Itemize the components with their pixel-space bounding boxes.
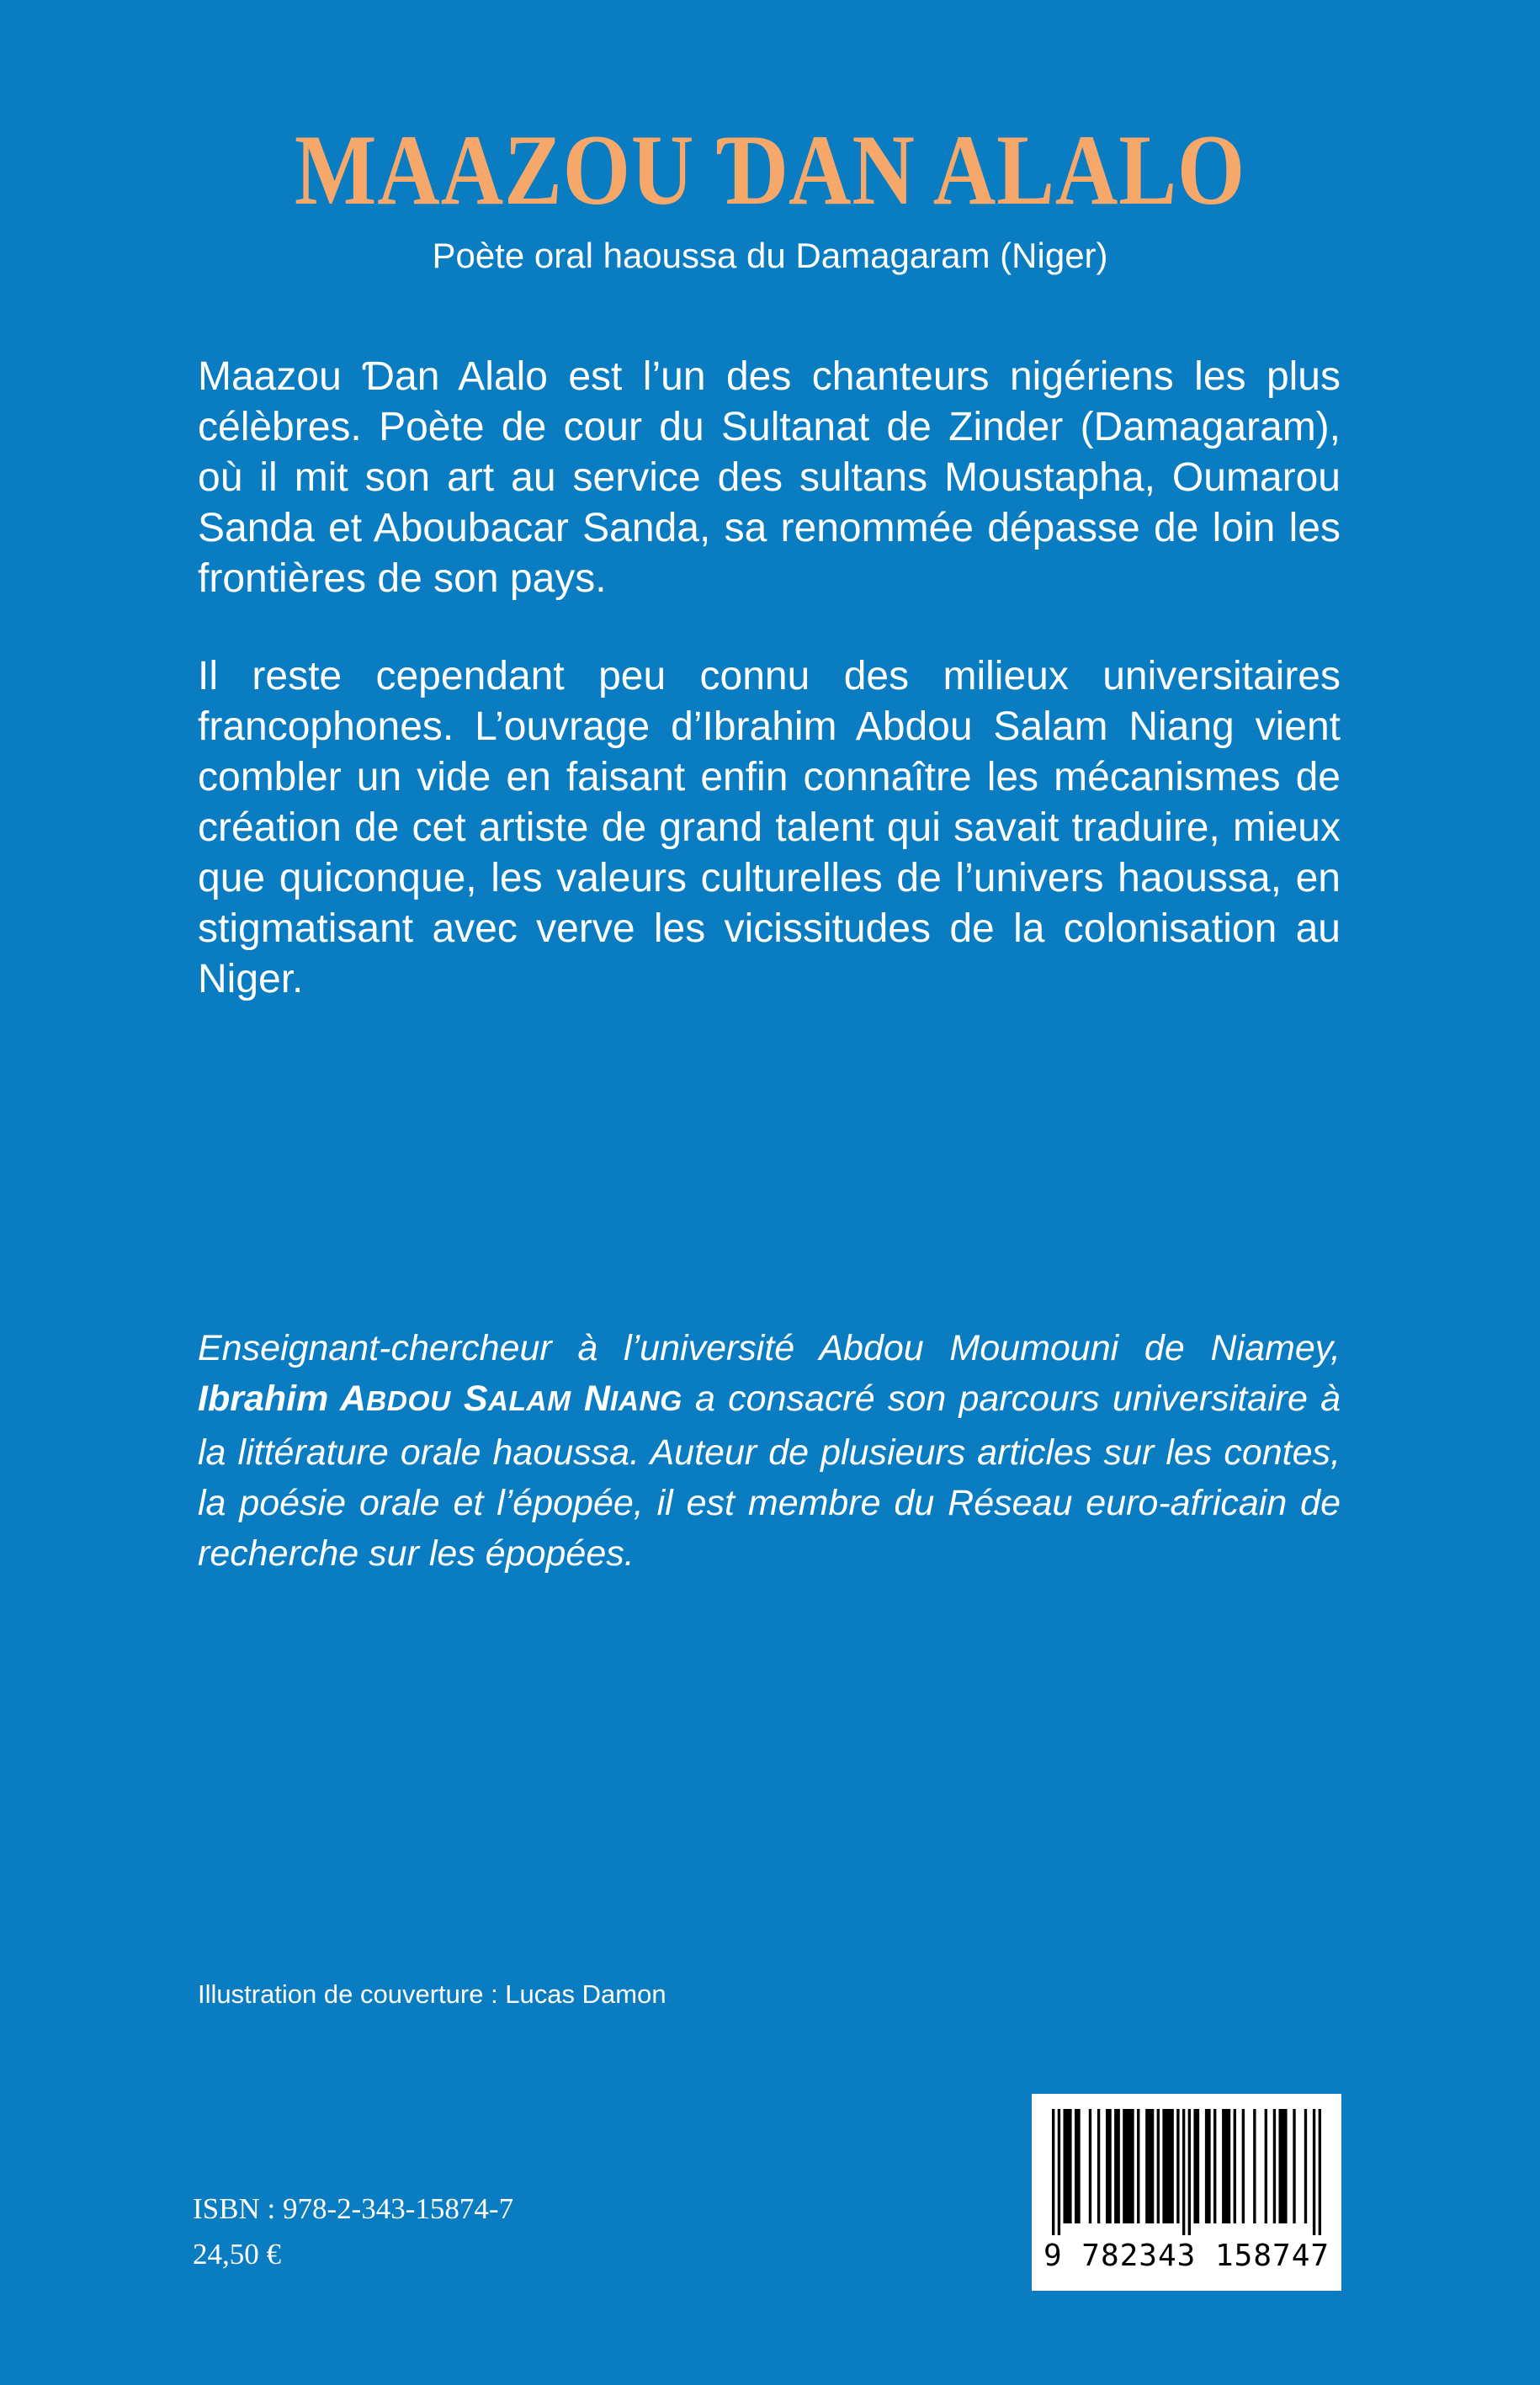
barcode-digits: 9 782343 158747 <box>1043 2239 1330 2273</box>
barcode-bar <box>1319 2109 1321 2235</box>
barcode-bar <box>1063 2109 1071 2223</box>
barcode-bar <box>1234 2109 1236 2223</box>
barcode-bar <box>1157 2109 1160 2223</box>
barcode-bar <box>1278 2109 1287 2223</box>
bio-intro: Enseignant-chercheur à l’université Abdou Moumouni de Niamey, <box>198 1328 1341 1368</box>
barcode-bar <box>1313 2109 1315 2235</box>
barcode-bar <box>1273 2109 1276 2223</box>
barcode-bar <box>1145 2109 1154 2223</box>
barcode-bar <box>1114 2109 1120 2223</box>
barcode-bar <box>1058 2109 1060 2235</box>
barcode-bar <box>1176 2109 1179 2223</box>
barcode-bar <box>1089 2109 1091 2223</box>
barcode-bar <box>1253 2109 1256 2223</box>
barcode-bar <box>1182 2109 1185 2235</box>
barcode-bar <box>1213 2109 1216 2223</box>
isbn: ISBN : 978-2-343-15874-7 <box>193 2192 514 2225</box>
barcode-bar <box>1265 2109 1267 2223</box>
barcode-bar <box>1188 2109 1191 2235</box>
illustration-credit: Illustration de couverture : Lucas Damon <box>198 1979 666 2009</box>
author-name-initial: N <box>583 1378 610 1419</box>
author-name-part: IANG <box>609 1386 682 1417</box>
book-title: MAAZOU ƊAN ALALO <box>294 114 1246 226</box>
author-first-name: Ibrahim <box>198 1378 329 1419</box>
barcode <box>1032 2094 1341 2291</box>
barcode-bar <box>1222 2109 1230 2223</box>
barcode-bar <box>1193 2109 1199 2223</box>
author-name <box>198 1378 682 1419</box>
barcode-bar <box>1304 2109 1307 2223</box>
price: 24,50 € <box>193 2238 281 2271</box>
author-name-initial: S <box>464 1378 488 1419</box>
book-subtitle: Poète oral haoussa du Damagaram (Niger) <box>432 236 1108 275</box>
author-name-part: ALAM <box>487 1386 571 1417</box>
barcode-bar <box>1293 2109 1295 2223</box>
author-bio <box>198 1323 1341 1579</box>
summary-paragraph-2: Il reste cependant peu connu des milieux universitaires francophones. L’ouvrage d’Ibrahim Abdou Salam Niang vient combler un vide en faisant enfin connaître les mécanismes de création de cet artiste de grand talent qui savait traduire, mieux que quiconque, les valeurs culturelles de l’univers haoussa, en stigmatisant avec verve les vicissitudes de la colonisation au Niger. <box>198 654 1341 1001</box>
barcode-bar <box>1052 2109 1054 2235</box>
author-name-initial: A <box>339 1378 367 1419</box>
author-name-part: BDOU <box>366 1386 451 1417</box>
barcode-bar <box>1162 2109 1173 2223</box>
barcode-bars <box>1052 2109 1321 2235</box>
barcode-bar <box>1097 2109 1100 2223</box>
summary-paragraph-1: Maazou Ɗan Alalo est l’un des chanteurs nigériens les plus célèbres. Poète de cour du Sultanat de Zinder (Damagaram), où il mit son art au service des sultans Moustapha, Oumarou Sanda et Aboubacar Sanda, sa renommée dépasse de loin les frontières de son pays. <box>198 354 1341 601</box>
barcode-bar <box>1137 2109 1139 2223</box>
barcode-bar <box>1075 2109 1081 2223</box>
bio-text: a consacré son parcours universitaire à la littérature orale haoussa. Auteur de plusieurs articles sur les contes, la poésie orale et l’épopée, il est membre du Réseau euro-africain de recherche sur les épopées. <box>198 1378 1341 1574</box>
barcode-bar <box>1205 2109 1211 2223</box>
barcode-bar <box>1106 2109 1112 2223</box>
barcode-bar <box>1242 2109 1245 2223</box>
barcode-bar <box>1123 2109 1134 2223</box>
